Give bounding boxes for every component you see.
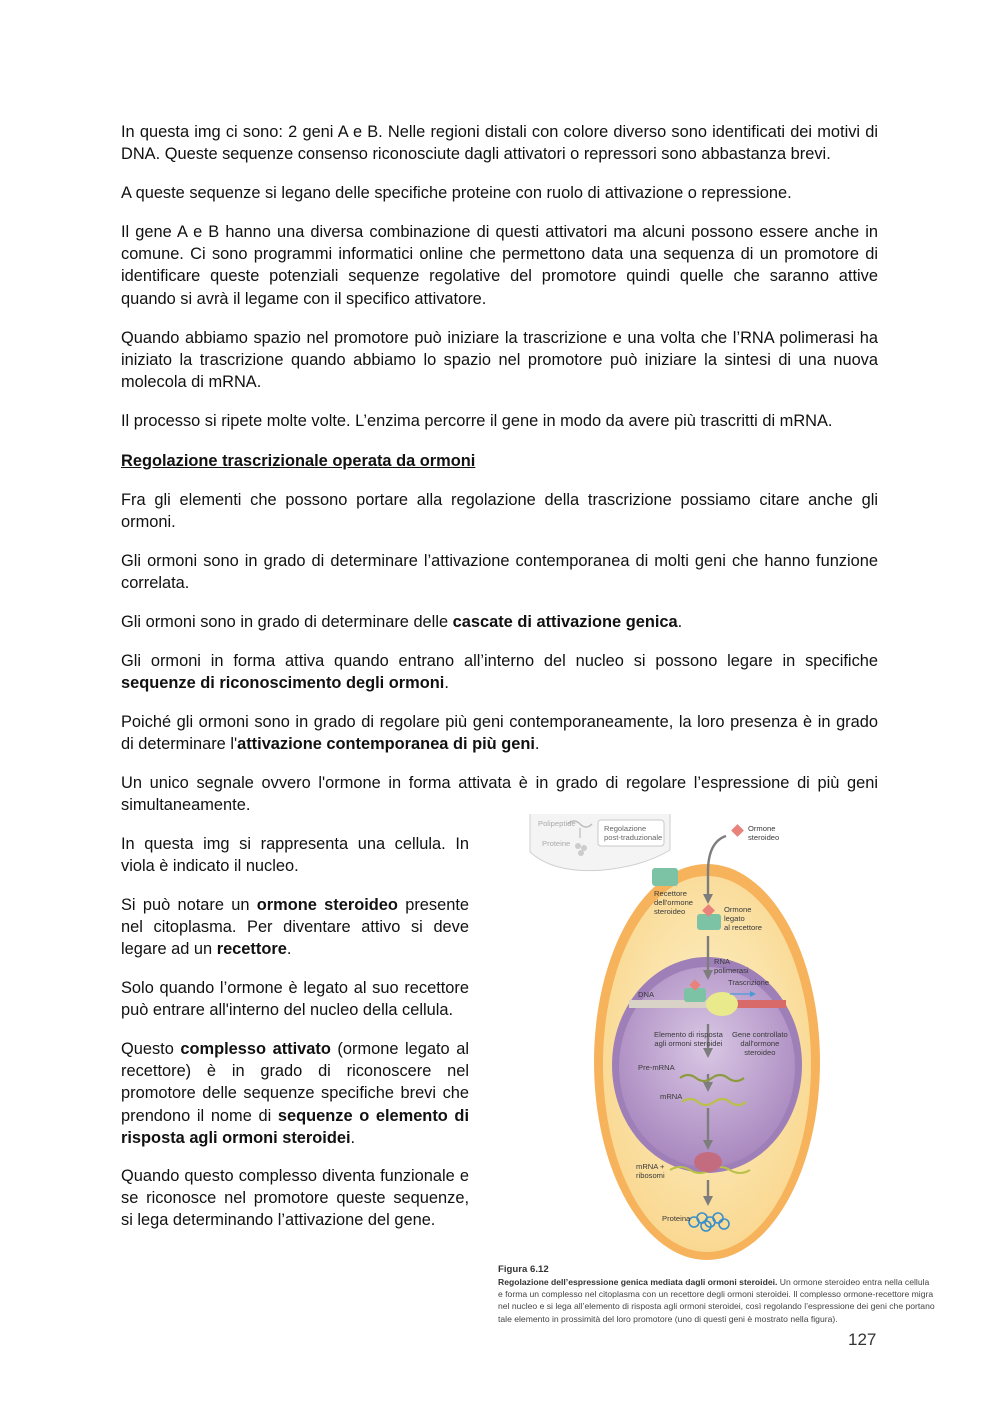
label-response-element: Elemento di risposta agli ormoni steroidei [654, 1030, 723, 1048]
label-bound-hormone: Ormone legato al recettore [724, 905, 762, 932]
paragraph-recognition-sequences: Gli ormoni in forma attiva quando entrano all’interno del nucleo si possono legare in specifiche sequenze di riconoscimento degli ormoni. [121, 652, 878, 693]
section-heading: Regolazione trascrizionale operata da ormoni [121, 452, 476, 470]
label-rna-polymerase: RNA polimerasi [714, 957, 749, 975]
paragraph-proteins-bind: A queste sequenze si legano delle specifiche proteine con ruolo di attivazione o repressione. [121, 184, 792, 202]
label-controlled-gene: Gene controllato dall'ormone steroideo [732, 1030, 788, 1057]
receptor-free [652, 868, 678, 886]
paragraph-simultaneous: Poiché gli ormoni sono in grado di regolare più geni contemporaneamente, la loro presenza è in grado di determinare l'attivazione contemporanea di più geni. [121, 713, 878, 754]
paragraph-single-signal: Un unico segnale ovvero l'ormone in forma attivata è in grado di regolare l’espressione di più geni simultaneamente. [121, 774, 878, 815]
label-steroid-hormone: Ormone steroideo [748, 824, 780, 842]
label-proteins: Proteine [542, 839, 571, 848]
label-transcription: Trascrizione [728, 978, 770, 987]
controlled-gene [734, 1000, 786, 1008]
paragraph-cascades: Gli ormoni sono in grado di determinare delle cascate di attivazione genica. [121, 613, 683, 631]
column-paragraph-nucleus-entry: Solo quando l’ormone è legato al suo recettore può entrare all'interno del nucleo della cellula. [121, 979, 469, 1020]
label-dna: DNA [638, 990, 655, 999]
page-number: 127 [848, 1330, 877, 1349]
label-post-translational: Regolazione post-traduzionale [604, 824, 663, 842]
label-protein: Proteina [662, 1214, 691, 1223]
paragraph-process-repeats: Il processo si ripete molte volte. L’enzima percorre il gene in modo da avere più trascritti di mRNA. [121, 412, 833, 430]
figure-caption-title: Figura 6.12 [498, 1264, 549, 1275]
paragraph-genes-ab: In questa img ci sono: 2 geni A e B. Nelle regioni distali con colore diverso sono identificati dei motivi di DNA. Queste sequenze consenso riconosciute dagli attivatori o repressori sono abbastanza brevi. [121, 123, 878, 164]
rna-polymerase [706, 992, 738, 1016]
paragraph-transcription: Quando abbiamo spazio nel promotore può iniziare la trascrizione e una volta che l’RNA polimerasi ha iniziato la trascrizione quando abbiamo lo spazio nel promotore può iniziare la sintesi di una nuova molecola di mRNA. [121, 329, 878, 392]
column-paragraph-complex: Questo complesso attivato (ormone legato al recettore) è in grado di riconoscere nel promotore delle sequenze specifiche brevi che prendono il nome di sequenze o elemento di risposta agli ormoni steroidei. [121, 1040, 469, 1147]
label-mrna-ribosomes: mRNA + ribosomi [636, 1162, 665, 1180]
hormone-diamond-outside [731, 824, 744, 837]
paragraph-hormones-intro: Fra gli elementi che possono portare alla regolazione della trascrizione possiamo citare anche gli ormoni. [121, 491, 878, 532]
figure-caption: Regolazione dell’espressione genica mediata dagli ormoni steroidei. Un ormone steroideo entra nella cellula e forma un complesso nel citoplasma con un recettore degli ormoni steroidei. Il complesso ormone-recettore migra nel nucleo e si lega all’elemento di risposta agli ormoni steroidei, così regolando l’espressione dei geni che portano tale elemento in prossimità del loro promotore (uno di questi geni è mostrato nella figura). [498, 1277, 935, 1324]
paragraph-activators: Il gene A e B hanno una diversa combinazione di questi attivatori ma alcuni possono essere anche in comune. Ci sono programmi informatici online che permettono data una sequenza di un promotore di identificare queste potenziali sequenze regolative del promotore quindi quelle che saranno attive quando si avrà il legame con il specifico attivatore. [121, 223, 878, 308]
label-polypeptide: Polipeptide [538, 819, 576, 828]
label-receptor: Recettore dell'ormone steroideo [654, 889, 694, 916]
steroid-hormone-figure [494, 812, 939, 1332]
paragraph-hormones-activation: Gli ormoni sono in grado di determinare l’attivazione contemporanea di molti geni che hanno funzione correlata. [121, 552, 878, 593]
column-paragraph-gene-activation: Quando questo complesso diventa funzionale e se riconosce nel promotore queste sequenze, si lega determinando l’attivazione del gene. [121, 1167, 469, 1230]
label-mrna: mRNA [660, 1092, 683, 1101]
label-pre-mrna: Pre-mRNA [638, 1063, 675, 1072]
ribosome [694, 1152, 722, 1172]
column-paragraph-cell: In questa img si rappresenta una cellula. In viola è indicato il nucleo. [121, 835, 469, 876]
column-paragraph-steroid: Si può notare un ormone steroideo presente nel citoplasma. Per diventare attivo si deve legare ad un recettore. [121, 896, 470, 959]
receptor-bound [697, 914, 721, 930]
